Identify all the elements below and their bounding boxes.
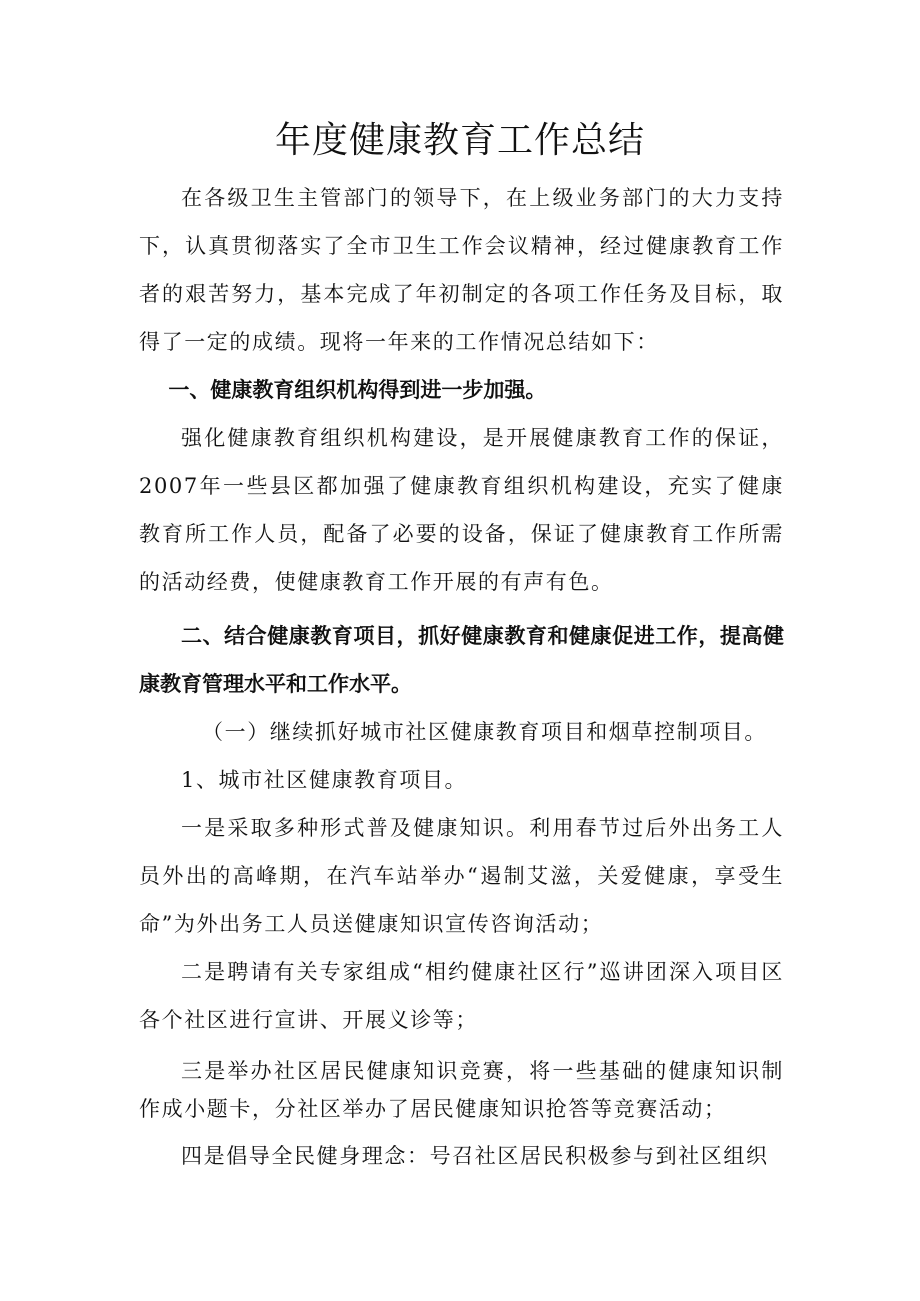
point-4-paragraph: 四是倡导全民健身理念：号召社区居民积极参与到社区组织 xyxy=(181,1144,769,1168)
item-1-heading: 1、城市社区健康教育项目。 xyxy=(181,768,468,792)
section-2-heading: 二、结合健康教育项目，抓好健康教育和健康促进工作，提高健康教育管理水平和工作水平。 xyxy=(139,624,784,696)
section-1-heading: 一、健康教育组织机构得到进一步加强。 xyxy=(168,378,547,402)
point-2-paragraph: 二是聘请有关专家组成“相约健康社区行”巡讲团深入项目区各个社区进行宣讲、开展义诊等； xyxy=(139,960,784,1032)
document-title: 年度健康教育工作总结 xyxy=(274,120,645,161)
point-1-paragraph: 一是采取多种形式普及健康知识。利用春节过后外出务工人员外出的高峰期，在汽车站举办“遏制艾滋，关爱健康，享受生命”为外出务工人员送健康知识宣传咨询活动； xyxy=(139,816,784,936)
point-3-paragraph: 三是举办社区居民健康知识竞赛，将一些基础的健康知识制作成小题卡，分社区举办了居民健康知识抢答等竞赛活动； xyxy=(139,1059,784,1121)
intro-paragraph: 在各级卫生主管部门的领导下，在上级业务部门的大力支持下，认真贯彻落实了全市卫生工作会议精神，经过健康教育工作者的艰苦努力，基本完成了年初制定的各项工作任务及目标，取得了一定的成绩。现将一年来的工作情况总结如下： xyxy=(139,186,784,354)
subsection-1-heading: （一）继续抓好城市社区健康教育项目和烟草控制项目。 xyxy=(202,720,767,744)
document-body xyxy=(139,174,784,1180)
section-1-paragraph: 强化健康教育组织机构建设，是开展健康教育工作的保证，2007年一些县区都加强了健康教育组织机构建设，充实了健康教育所工作人员，配备了必要的设备，保证了健康教育工作所需的活动经费，使健康教育工作开展的有声有色。 xyxy=(139,426,784,594)
